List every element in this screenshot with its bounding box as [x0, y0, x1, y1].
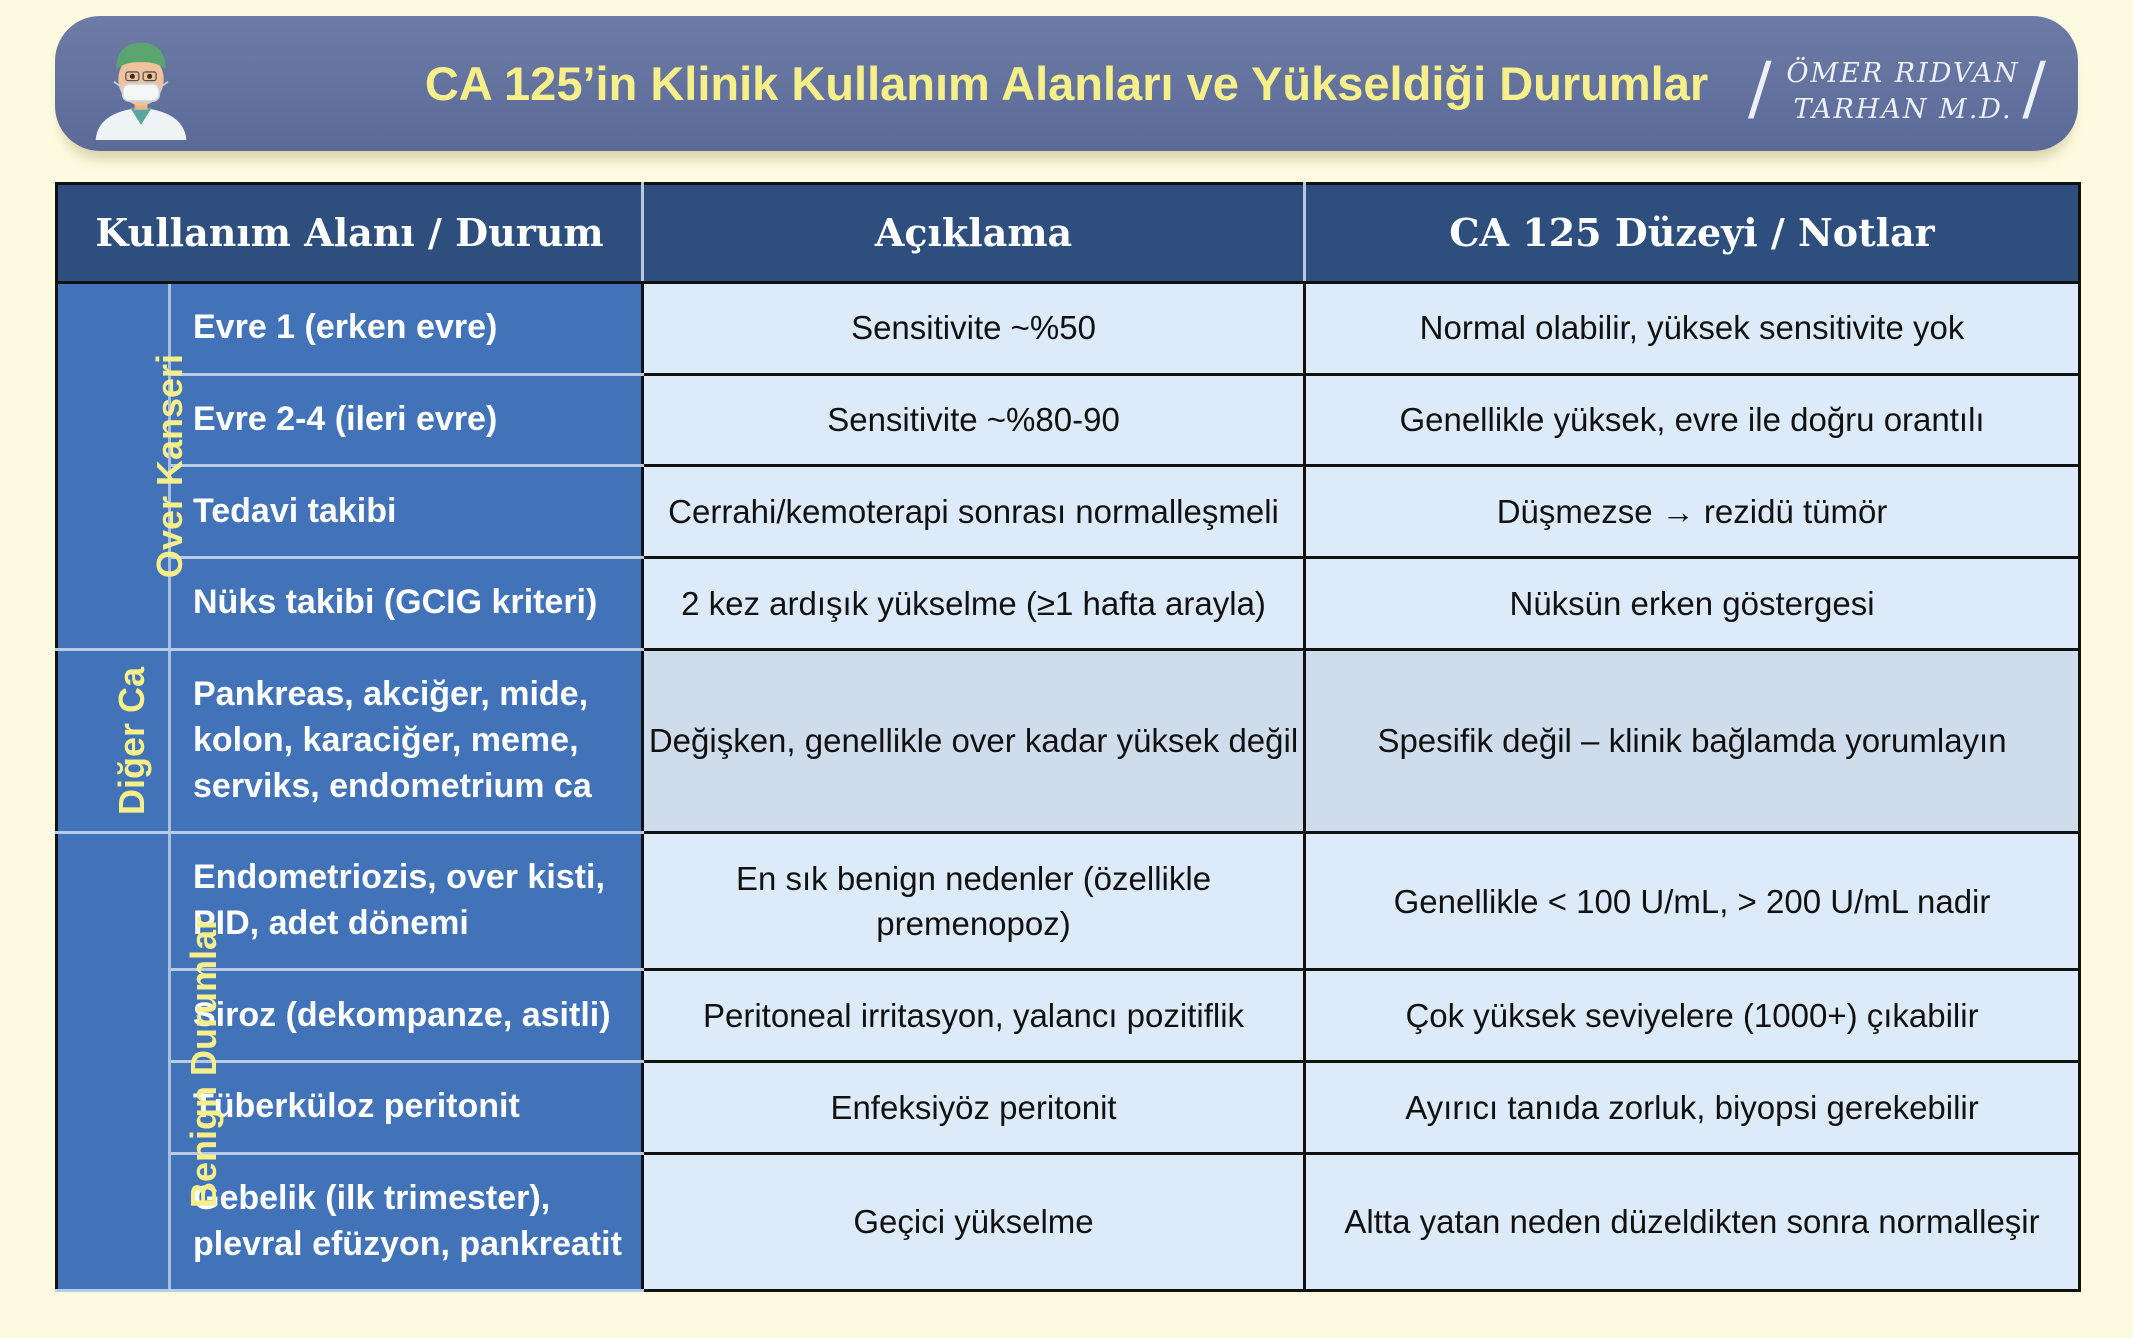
row-label: Pankreas, akciğer, mide, kolon, karaciğer, meme, serviks, endometrium ca — [170, 649, 643, 832]
row-note: Altta yatan neden düzeldikten sonra normalleşir — [1305, 1153, 2080, 1290]
ca125-table — [55, 182, 2081, 1292]
row-label: Tüberküloz peritonit — [170, 1062, 643, 1154]
author-signature: / ÖMER RIDVAN TARHAN M.D. / — [1748, 47, 2048, 129]
row-label: Gebelik (ilk trimester), plevral efüzyon, pankreatit — [170, 1153, 643, 1290]
row-description: Geçici yükselme — [643, 1153, 1305, 1290]
header-usage-area: Kullanım Alanı / Durum — [57, 184, 643, 283]
row-label: Endometriozis, over kisti, PID, adet dönemi — [170, 833, 643, 970]
table-row — [57, 649, 2080, 832]
group-label: Benign Durumlar — [183, 915, 225, 1208]
row-note: Normal olabilir, yüksek sensitivite yok — [1305, 282, 2080, 374]
table-row — [57, 1062, 2080, 1154]
row-description: Sensitivite ~%80-90 — [643, 374, 1305, 466]
row-note: Genellikle < 100 U/mL, > 200 U/mL nadir — [1305, 833, 2080, 970]
row-label: Nüks takibi (GCIG kriteri) — [170, 558, 643, 650]
signature-line-1: ÖMER RIDVAN — [1786, 58, 2020, 89]
group-benign-conditions — [57, 833, 225, 1291]
row-description: Cerrahi/kemoterapi sonrası normalleşmeli — [643, 466, 1305, 558]
signature-line-2: TARHAN M.D. — [1793, 94, 2013, 125]
row-description: Değişken, genellikle over kadar yüksek değil — [643, 649, 1305, 832]
row-note: Düşmezse → rezidü tümör — [1305, 466, 2080, 558]
row-note: Spesifik değil – klinik bağlamda yorumlayın — [1305, 649, 2080, 832]
row-label: Evre 1 (erken evre) — [170, 282, 643, 374]
table-row — [57, 374, 2080, 466]
header-description: Açıklama — [643, 184, 1305, 283]
row-description: Peritoneal irritasyon, yalancı pozitiflik — [643, 970, 1305, 1062]
group-other-cancers — [57, 649, 170, 832]
row-label: Siroz (dekompanze, asitli) — [170, 970, 643, 1062]
table-row — [57, 466, 2080, 558]
table-row — [57, 558, 2080, 650]
row-description: En sık benign nedenler (özellikle premenopoz) — [643, 833, 1305, 970]
row-description: 2 kez ardışık yükselme (≥1 hafta arayla) — [643, 558, 1305, 650]
table-row — [57, 282, 2080, 374]
header-banner — [55, 16, 2078, 151]
group-label: Diğer Ca — [111, 666, 153, 815]
header-level-notes: CA 125 Düzeyi / Notlar — [1305, 184, 2080, 283]
row-note: Nüksün erken göstergesi — [1305, 558, 2080, 650]
table-row — [57, 970, 2080, 1062]
group-label: Over Kanseri — [149, 353, 191, 578]
row-note: Çok yüksek seviyelere (1000+) çıkabilir — [1305, 970, 2080, 1062]
row-description: Enfeksiyöz peritonit — [643, 1062, 1305, 1154]
table-row — [57, 833, 2080, 970]
page-title: CA 125’in Klinik Kullanım Alanları ve Yükseldiği Durumlar — [424, 57, 1709, 110]
table-row — [57, 1153, 2080, 1290]
group-ovarian-cancer — [57, 282, 191, 649]
row-label: Tedavi takibi — [170, 466, 643, 558]
row-label: Evre 2-4 (ileri evre) — [170, 374, 643, 466]
row-note: Ayırıcı tanıda zorluk, biyopsi gerekebilir — [1305, 1062, 2080, 1154]
row-description: Sensitivite ~%50 — [643, 282, 1305, 374]
row-note: Genellikle yüksek, evre ile doğru orantılı — [1305, 374, 2080, 466]
